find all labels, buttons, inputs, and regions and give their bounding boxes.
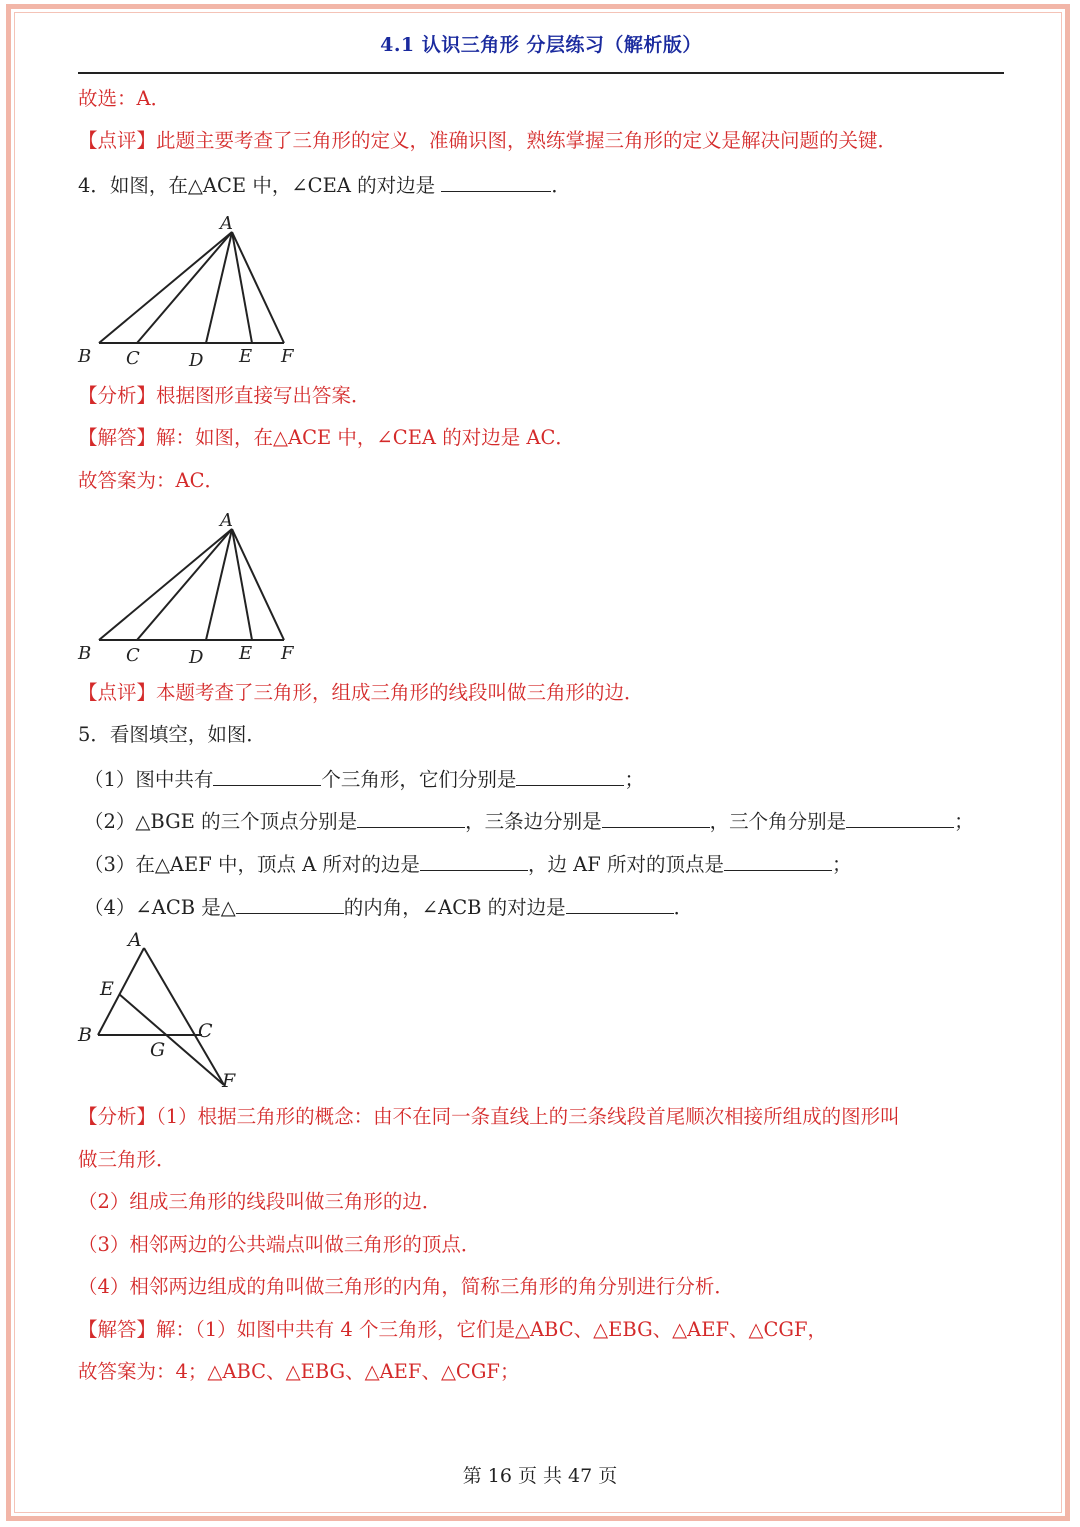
figure-triangle-fan-2 <box>74 507 314 672</box>
q5-analysis-4: （4）相邻两边组成的角叫做三角形的内角，简称三角形的角分别进行分析． <box>78 1275 734 1298</box>
q4-solution: 【解答】解：如图，在△ACE 中，∠CEA 的对边是 AC． <box>78 426 575 449</box>
answer-blank[interactable] <box>441 171 551 192</box>
q5-solution: 【解答】解：（1）如图中共有 4 个三角形，它们是△ABC、△EBG、△AEF、△CGF， <box>78 1318 828 1341</box>
label-C: C <box>126 645 140 666</box>
label-F: F <box>281 346 294 367</box>
q5-part3 <box>84 850 851 878</box>
label-E: E <box>239 643 253 664</box>
answer-blank[interactable] <box>420 850 528 871</box>
figure-triangle-fan-1 <box>74 210 314 375</box>
label-A: A <box>220 213 233 234</box>
label-B: B <box>78 1024 92 1046</box>
q5-part4-text-c: ． <box>673 896 694 919</box>
label-A: A <box>220 510 233 531</box>
question-4 <box>78 171 571 199</box>
q5-part2-text-d: ； <box>954 810 974 833</box>
header-rule <box>78 72 1004 74</box>
q5-part4-text-a: （4）∠ACB 是△ <box>84 896 236 919</box>
q5-part4 <box>84 893 693 921</box>
answer-choice: 故选：A． <box>78 87 171 110</box>
q5-part1-text-a: （1）图中共有 <box>84 768 214 791</box>
q5-answer: 故答案为：4；△ABC、△EBG、△AEF、△CGF； <box>78 1360 520 1383</box>
label-A: A <box>128 929 142 951</box>
label-C: C <box>126 348 140 369</box>
q5-analysis-3: （3）相邻两边的公共端点叫做三角形的顶点． <box>78 1233 481 1256</box>
answer-blank[interactable] <box>357 807 465 828</box>
answer-blank[interactable] <box>236 893 344 914</box>
q5-part3-text-c: ； <box>831 853 852 876</box>
label-E: E <box>239 346 253 367</box>
q5-analysis-1: 【分析】（1）根据三角形的概念：由不在同一条直线上的三条线段首尾顺次相接所组成的图形叫 <box>78 1105 900 1128</box>
page-number: 第 16 页 共 47 页 <box>462 1465 618 1487</box>
answer-blank[interactable] <box>566 893 674 914</box>
q5-part2 <box>84 807 974 835</box>
label-D: D <box>189 350 204 371</box>
q4-comment: 【点评】本题考查了三角形，组成三角形的线段叫做三角形的边． <box>78 681 644 704</box>
q4-answer: 故答案为：AC． <box>78 469 225 492</box>
q5-part3-text-a: （3）在△AEF 中，顶点 A 所对的边是 <box>84 853 420 876</box>
answer-blank[interactable] <box>846 807 954 828</box>
label-E: E <box>100 978 114 1000</box>
answer-blank[interactable] <box>724 850 832 871</box>
q5-part2-text-c: ，三个角分别是 <box>709 810 847 833</box>
q5-part1-text-c: ； <box>624 768 644 791</box>
comment-q3: 【点评】此题主要考查了三角形的定义，准确识图，熟练掌握三角形的定义是解决问题的关键． <box>78 129 898 152</box>
label-B: B <box>78 643 92 664</box>
page-header-title: 4.1 认识三角形 分层练习（解析版） <box>380 34 702 56</box>
figure-triangle-abc <box>74 928 254 1093</box>
q5-part3-text-b: ，边 AF 所对的顶点是 <box>527 853 724 876</box>
question-5-title: 5．看图填空，如图． <box>78 723 266 746</box>
q5-part2-text-b: ，三条边分别是 <box>465 810 602 833</box>
label-G: G <box>150 1039 166 1061</box>
q5-part1-text-b: 个三角形，它们分别是 <box>321 768 517 791</box>
answer-blank[interactable] <box>602 807 710 828</box>
q5-part1 <box>84 765 644 793</box>
q5-analysis-2: （2）组成三角形的线段叫做三角形的边． <box>78 1190 442 1213</box>
q5-part4-text-b: 的内角，∠ACB 的对边是 <box>343 896 566 919</box>
q5-part2-text-a: （2）△BGE 的三个顶点分别是 <box>84 810 358 833</box>
question-4-text: 4．如图，在△ACE 中，∠CEA 的对边是 <box>78 174 436 197</box>
label-C: C <box>198 1020 213 1042</box>
label-B: B <box>78 346 92 367</box>
label-D: D <box>189 647 204 668</box>
answer-blank[interactable] <box>213 765 321 786</box>
answer-blank[interactable] <box>516 765 624 786</box>
question-4-end: ． <box>551 174 571 197</box>
label-F: F <box>222 1070 236 1092</box>
q4-analysis: 【分析】根据图形直接写出答案． <box>78 384 371 407</box>
label-F: F <box>281 643 294 664</box>
q5-analysis-1-cont: 做三角形． <box>78 1148 176 1171</box>
